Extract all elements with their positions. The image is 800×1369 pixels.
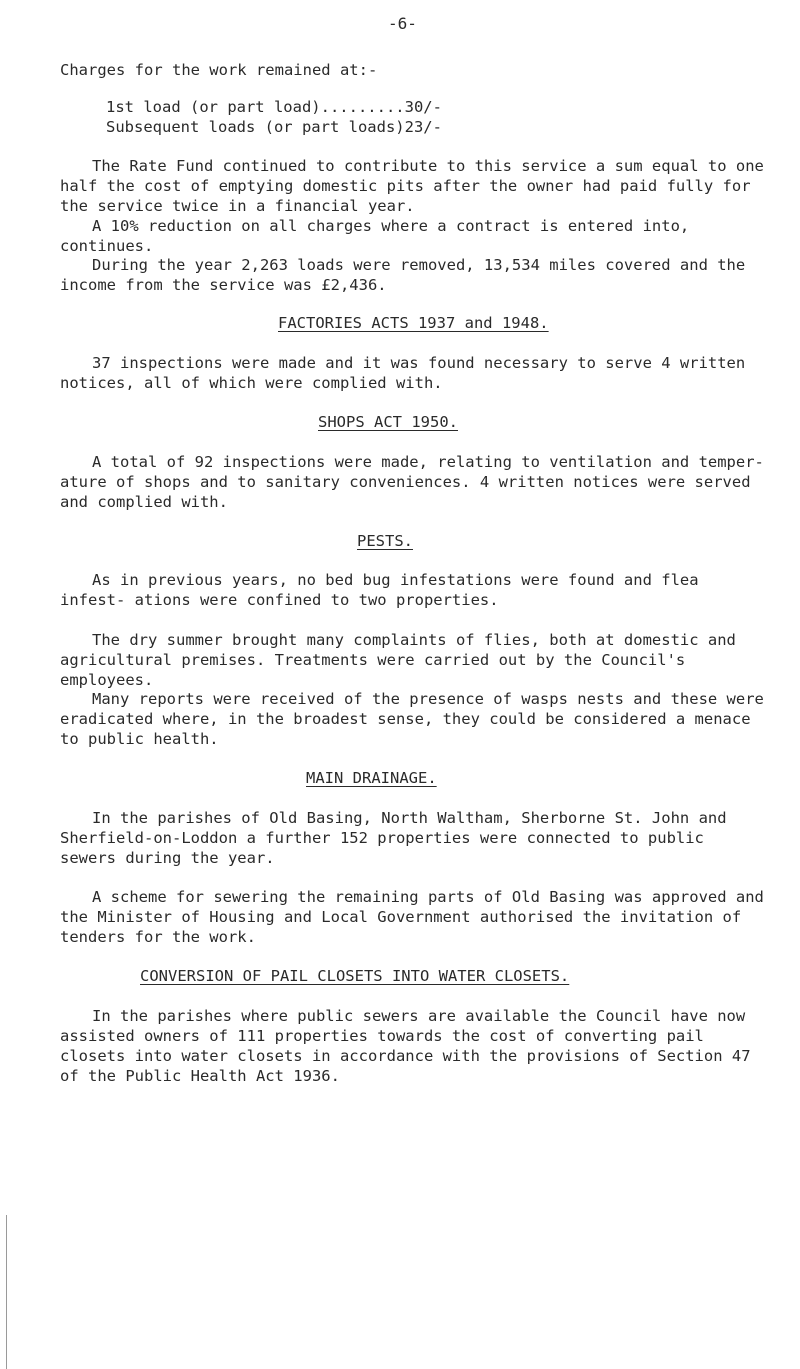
charges-intro: Charges for the work remained at:- bbox=[60, 61, 378, 79]
conversion-paragraph: In the parishes where public sewers are available the Council have now assisted owners of 111 properties towards the cost of converting pail closets into water closets in accordance with the provisions of Section 47 of the Public Health Act 1936. bbox=[60, 1007, 760, 1085]
pests-heading: PESTS. bbox=[357, 532, 413, 550]
loads-paragraph: During the year 2,263 loads were removed, 13,534 miles covered and the income from the service was £2,436. bbox=[60, 256, 755, 294]
factories-acts-paragraph: 37 inspections were made and it was found necessary to serve 4 written notices, all of which were complied with. bbox=[60, 354, 755, 392]
shops-act-heading: SHOPS ACT 1950. bbox=[318, 413, 458, 431]
pests-paragraph-wasps: Many reports were received of the presence of wasps nests and these were eradicated where, in the broadest sense, they could be considered a menace to public health. bbox=[60, 690, 774, 748]
main-drainage-heading: MAIN DRAINAGE. bbox=[306, 769, 437, 787]
charge-line-subsequent-loads: Subsequent loads (or part loads)23/- bbox=[106, 118, 442, 136]
scan-edge-line bbox=[6, 1215, 7, 1369]
charge-line-first-load: 1st load (or part load).........30/- bbox=[106, 98, 442, 116]
factories-acts-heading: FACTORIES ACTS 1937 and 1948. bbox=[278, 314, 549, 332]
main-drainage-paragraph-scheme: A scheme for sewering the remaining parts of Old Basing was approved and the Minister of Housing and Local Government authorised the invitation of tenders for the work. bbox=[60, 888, 774, 946]
main-drainage-paragraph-parishes: In the parishes of Old Basing, North Waltham, Sherborne St. John and Sherfield-on-Loddon a further 152 properties were connected to public sewers during the year. bbox=[60, 809, 736, 867]
conversion-heading: CONVERSION OF PAIL CLOSETS INTO WATER CLOSETS. bbox=[140, 967, 570, 985]
pests-paragraph-fleas: As in previous years, no bed bug infestations were found and flea infest- ations were confined to two properties. bbox=[60, 571, 708, 609]
reduction-paragraph: A 10% reduction on all charges where a contract is entered into, continues. bbox=[60, 217, 699, 255]
shops-act-paragraph: A total of 92 inspections were made, relating to ventilation and temper- ature of shops and to sanitary conveniences. 4 written notices were served and complied with. bbox=[60, 453, 774, 511]
page-number: -6- bbox=[388, 14, 417, 33]
rate-fund-paragraph: The Rate Fund continued to contribute to this service a sum equal to one half the cost of emptying domestic pits after the owner had paid fully for the service twice in a financial year. bbox=[60, 157, 774, 215]
pests-paragraph-flies: The dry summer brought many complaints of flies, both at domestic and agricultural premises. Treatments were carried out by the Council's employees. bbox=[60, 631, 746, 689]
